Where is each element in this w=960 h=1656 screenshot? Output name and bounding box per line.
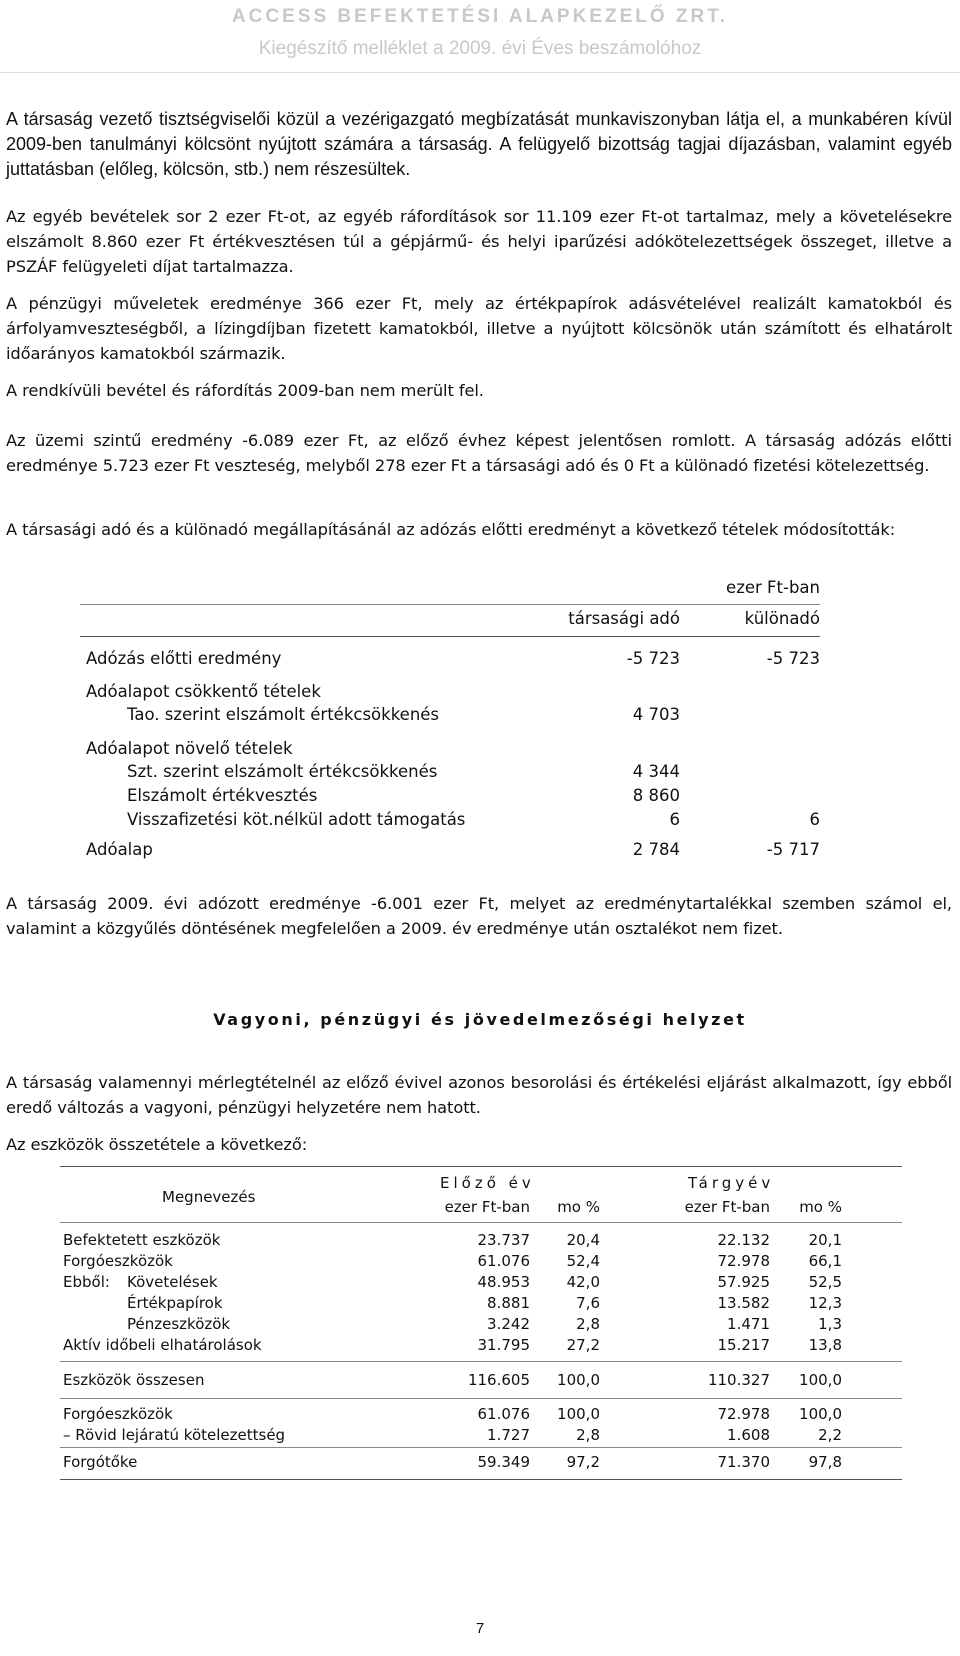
table-row-value: 59.349 (477, 1453, 530, 1471)
paragraph-financial-operations: A pénzügyi műveletek eredménye 366 ezer Ft, mely az értékpapírok adásvételével realizált kamatokból és árfolyamveszteségből, a lízingdíjban fizetett kamatokból, illetve a nyújtott kölcsönök után számított és elhatárolt időarányos kamatokból származik. (6, 294, 952, 363)
paragraph-other-income: Az egyéb bevételek sor 2 ezer Ft-ot, az egyéb ráfordítások sor 11.109 ezer Ft-ot tartalmaz, mely a követelésekre elszámolt 8.860 ezer Ft értékvesztésen túl a gépjármű- és helyi iparűzési adókötelezettségek összeget, illetve a PSZÁF felügyeleti díjat tartalmazza. (6, 207, 952, 276)
table-row-value: 7,6 (576, 1294, 600, 1312)
table-row-value: 22.132 (717, 1231, 770, 1249)
paragraph-valuation: A társaság valamennyi mérlegtételnél az előző évivel azonos besorolási és értékelési eljárást alkalmazott, így ebből eredő változás a vagyoni, pénzügyi helyzetére nem hatott. (6, 1073, 952, 1117)
table-row-value: 23.737 (477, 1231, 530, 1249)
company-name: ACCESS BEFEKTETÉSI ALAPKEZELŐ ZRT. (231, 6, 729, 27)
table-row-value: 15.217 (717, 1336, 770, 1354)
table-row-value: 1.727 (487, 1426, 530, 1444)
paragraph-management: A társaság vezető tisztségviselői közül a vezérigazgató megbízatását munkaviszonyban látja el, a munkabéren kívül 2009-ben tanulmányi kölcsönt nyújtott számára a társaság. A felügyelő bizottság tagjai díjazásban, valamint egyéb juttatásban (előleg, kölcsön, stb.) nem részesültek. (6, 109, 952, 179)
paragraph-assets-intro: Az eszközök összetétele a következő: (6, 1135, 308, 1154)
table-row-label: Visszafizetési köt.nélkül adott támogatás (127, 810, 466, 829)
table-row-label: Adóalapot növelő tételek (86, 739, 293, 758)
tax-table-header-rule (80, 636, 820, 637)
table-row-value: 97,8 (808, 1453, 842, 1471)
table-row-value: 61.076 (477, 1252, 530, 1270)
table-row-value: 48.953 (477, 1273, 530, 1291)
table-row-value: 66,1 (808, 1252, 842, 1270)
table-row-value: 2 784 (632, 840, 680, 859)
table-row-label: Befektetett eszközök (63, 1231, 221, 1249)
table-row-value: -5 717 (766, 840, 820, 859)
table-row-value: 13.582 (717, 1294, 770, 1312)
page-number: 7 (475, 1620, 485, 1637)
asset-table-top-rule (60, 1166, 902, 1167)
section-heading: Vagyoni, pénzügyi és jövedelmezőségi helyzet (213, 1010, 747, 1029)
table-row-label: Adóalapot csökkentő tételek (86, 682, 321, 701)
asset-table-prev-year-header: Előző év (440, 1174, 535, 1192)
table-row-value: 13,8 (808, 1336, 842, 1354)
asset-table-curr-pct: mo % (799, 1198, 842, 1216)
table-row-value: 100,0 (557, 1405, 600, 1423)
asset-table-prev-pct: mo % (557, 1198, 600, 1216)
header-divider (0, 72, 960, 73)
table-row-label: Eszközök összesen (63, 1371, 205, 1389)
table-row-value: 8.881 (487, 1294, 530, 1312)
table-row-value: 6 (669, 810, 680, 829)
asset-table-rule (60, 1447, 902, 1448)
table-row-label: – Rövid lejáratú kötelezettség (63, 1426, 286, 1444)
table-row-label: Tao. szerint elszámolt értékcsökkenés (127, 705, 440, 724)
table-row-value: 116.605 (467, 1371, 530, 1389)
table-row-label: Követelések (127, 1273, 218, 1291)
table-row-label: Aktív időbeli elhatárolások (63, 1336, 262, 1354)
table-row-value: 1,3 (818, 1315, 842, 1333)
table-row-value: 42,0 (566, 1273, 600, 1291)
table-row-value: 27,2 (566, 1336, 600, 1354)
asset-table-rule (60, 1361, 902, 1362)
table-row-value: 1.608 (727, 1426, 770, 1444)
table-row-value: 61.076 (477, 1405, 530, 1423)
asset-table-bottom-rule (60, 1479, 902, 1480)
table-row-value: -5 723 (766, 649, 820, 668)
table-row-label: Szt. szerint elszámolt értékcsökkenés (127, 762, 438, 781)
tax-table-top-rule (80, 604, 820, 605)
asset-table-prev-unit: ezer Ft-ban (444, 1198, 530, 1216)
table-row-value: 31.795 (477, 1336, 530, 1354)
paragraph-extraordinary: A rendkívüli bevétel és ráfordítás 2009-ban nem merült fel. (6, 381, 484, 400)
table-row-label: Elszámolt értékvesztés (127, 786, 318, 805)
table-row-value: 52,4 (566, 1252, 600, 1270)
tax-table-unit: ezer Ft-ban (726, 578, 820, 597)
table-row-prefix: Ebből: (63, 1273, 110, 1291)
table-row-value: -5 723 (626, 649, 680, 668)
table-row-value: 2,2 (818, 1426, 842, 1444)
table-row-value: 4 703 (632, 705, 680, 724)
table-row-label: Forgóeszközök (63, 1405, 173, 1423)
table-row-value: 4 344 (632, 762, 680, 781)
table-row-value: 72.978 (717, 1405, 770, 1423)
paragraph-tax-adjustments: A társasági adó és a különadó megállapításánál az adózás előtti eredményt a következő tételek módosították: (6, 520, 896, 539)
table-row-value: 52,5 (808, 1273, 842, 1291)
asset-table-curr-unit: ezer Ft-ban (684, 1198, 770, 1216)
table-row-value: 12,3 (808, 1294, 842, 1312)
table-row-value: 100,0 (799, 1405, 842, 1423)
paragraph-operating-result: Az üzemi szintű eredmény -6.089 ezer Ft, az előző évhez képest jelentősen romlott. A társaság adózás előtti eredménye 5.723 ezer Ft veszteség, melyből 278 ezer Ft a társasági adó és 0 Ft a különadó fizetési kötelezettség. (6, 431, 952, 475)
table-row-value: 100,0 (799, 1371, 842, 1389)
asset-table-name-header: Megnevezés (162, 1188, 256, 1206)
asset-table-rule (60, 1398, 902, 1399)
table-row-value: 2,8 (576, 1426, 600, 1444)
table-row-label: Pénzeszközök (127, 1315, 231, 1333)
document-subtitle: Kiegészítő melléklet a 2009. évi Éves beszámolóhoz (258, 38, 702, 59)
table-row-label: Adóalap (86, 840, 153, 859)
table-row-value: 57.925 (717, 1273, 770, 1291)
table-row-value: 2,8 (576, 1315, 600, 1333)
table-row-label: Forgótőke (63, 1453, 138, 1471)
tax-table-col-corporate: társasági adó (568, 609, 680, 628)
table-row-value: 1.471 (727, 1315, 770, 1333)
table-row-value: 71.370 (717, 1453, 770, 1471)
table-row-value: 110.327 (707, 1371, 770, 1389)
table-row-value: 8 860 (632, 786, 680, 805)
paragraph-after-tax-result: A társaság 2009. évi adózott eredménye -6.001 ezer Ft, melyet az eredménytartalékkal szemben számol el, valamint a közgyűlés döntésének megfelelően a 2009. év eredménye után osztalékot nem fizet. (6, 894, 952, 938)
table-row-label: Adózás előtti eredmény (86, 649, 282, 668)
table-row-value: 20,1 (808, 1231, 842, 1249)
table-row-label: Értékpapírok (127, 1294, 223, 1312)
table-row-value: 6 (809, 810, 820, 829)
tax-table-col-special: különadó (744, 609, 820, 628)
table-row-value: 72.978 (717, 1252, 770, 1270)
table-row-value: 3.242 (487, 1315, 530, 1333)
table-row-value: 100,0 (557, 1371, 600, 1389)
table-row-label: Forgóeszközök (63, 1252, 173, 1270)
asset-table-header-rule (60, 1222, 902, 1223)
table-row-value: 97,2 (566, 1453, 600, 1471)
asset-table-current-year-header: Tárgyév (688, 1174, 775, 1192)
table-row-value: 20,4 (566, 1231, 600, 1249)
